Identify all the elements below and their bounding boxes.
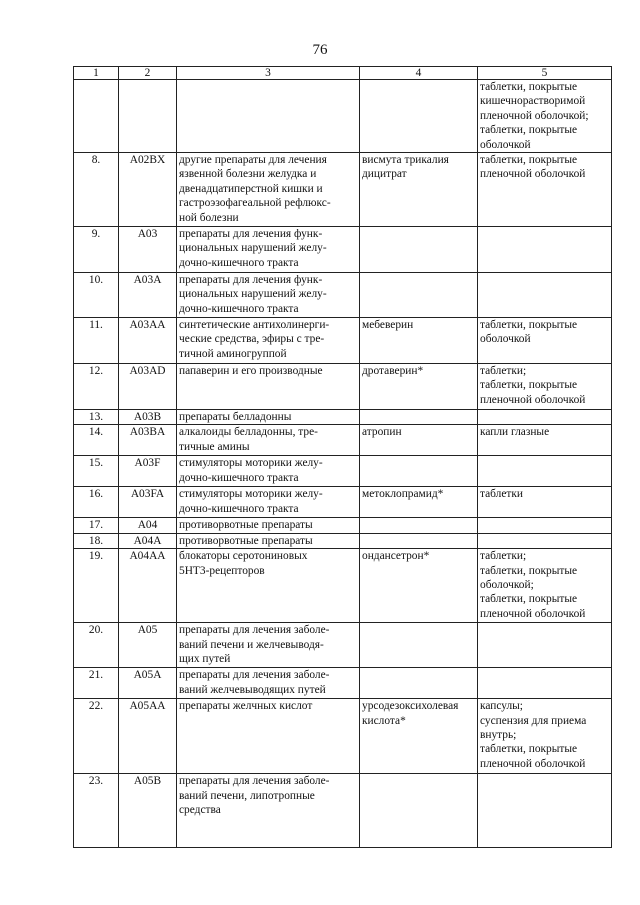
drug-name bbox=[360, 623, 478, 668]
row-number: 18. bbox=[74, 533, 119, 548]
atc-code: A03A bbox=[119, 273, 177, 318]
group-name-line: тичные амины bbox=[179, 440, 250, 453]
drug-name bbox=[360, 153, 478, 227]
drug-name-line: висмута трикалия bbox=[362, 154, 449, 167]
group-name-line: циональных нарушений желу- bbox=[179, 288, 327, 301]
header-row bbox=[74, 67, 612, 80]
atc-code: A03B bbox=[119, 410, 177, 425]
group-name bbox=[177, 318, 360, 364]
dosage-form bbox=[478, 774, 612, 848]
row-number: 23. bbox=[74, 774, 119, 848]
dosage-form-line: оболочкой; bbox=[480, 579, 534, 592]
group-name-line: алкалоиды белладонны, тре- bbox=[179, 426, 318, 439]
group-name bbox=[177, 487, 360, 518]
column-header: 1 bbox=[74, 67, 119, 80]
dosage-form bbox=[478, 456, 612, 487]
atc-code: A03AA bbox=[119, 318, 177, 364]
group-name-line: стимуляторы моторики желу- bbox=[179, 457, 323, 470]
group-name-line: препараты для лечения заболе- bbox=[179, 775, 330, 788]
group-name-line: тичной аминогруппой bbox=[179, 347, 287, 360]
drug-name bbox=[360, 425, 478, 456]
table-row bbox=[74, 227, 612, 273]
group-name-line: противорвотные препараты bbox=[179, 534, 313, 547]
drug-name bbox=[360, 364, 478, 410]
drug-name bbox=[360, 80, 478, 153]
group-name-line: блокаторы серотониновых bbox=[179, 550, 308, 563]
dosage-form bbox=[478, 487, 612, 518]
group-name bbox=[177, 410, 360, 425]
atc-code: A03FA bbox=[119, 487, 177, 518]
group-name-line: дочно-кишечного тракта bbox=[179, 302, 299, 315]
dosage-form bbox=[478, 153, 612, 227]
dosage-form bbox=[478, 699, 612, 774]
drug-name-line: ондансетрон* bbox=[362, 550, 430, 563]
drug-name bbox=[360, 774, 478, 848]
table-row bbox=[74, 153, 612, 227]
dosage-form bbox=[478, 80, 612, 153]
dosage-form bbox=[478, 533, 612, 548]
group-name-line: щих путей bbox=[179, 653, 231, 666]
group-name bbox=[177, 518, 360, 533]
group-name bbox=[177, 549, 360, 623]
group-name-line: противорвотные препараты bbox=[179, 519, 313, 532]
group-name-line: препараты желчных кислот bbox=[179, 700, 313, 713]
group-name-line: другие препараты для лечения bbox=[179, 154, 327, 167]
row-number: 8. bbox=[74, 153, 119, 227]
column-header: 2 bbox=[119, 67, 177, 80]
group-name-line: двенадцатиперстной кишки и bbox=[179, 182, 323, 195]
table-row bbox=[74, 410, 612, 425]
dosage-form-line: таблетки, покрытые bbox=[480, 379, 578, 392]
drug-name bbox=[360, 227, 478, 273]
group-name-line: ной болезни bbox=[179, 211, 239, 224]
atc-code: A05AA bbox=[119, 699, 177, 774]
table-row bbox=[74, 80, 612, 153]
row-number: 22. bbox=[74, 699, 119, 774]
group-name bbox=[177, 80, 360, 153]
atc-code: A03 bbox=[119, 227, 177, 273]
dosage-form-line: таблетки, покрытые bbox=[480, 319, 578, 332]
table-row bbox=[74, 456, 612, 487]
atc-code: A04 bbox=[119, 518, 177, 533]
group-name-line: гастроэзофагеальной рефлюкс- bbox=[179, 197, 331, 210]
table-row bbox=[74, 518, 612, 533]
drug-name bbox=[360, 668, 478, 699]
drug-name-line: атропин bbox=[362, 426, 402, 439]
dosage-form-line: таблетки; bbox=[480, 365, 527, 378]
group-name-line: препараты белладонны bbox=[179, 411, 292, 424]
row-number: 20. bbox=[74, 623, 119, 668]
row-number: 10. bbox=[74, 273, 119, 318]
dosage-form-line: таблетки, покрытые bbox=[480, 564, 578, 577]
dosage-form bbox=[478, 623, 612, 668]
group-name bbox=[177, 153, 360, 227]
group-name bbox=[177, 456, 360, 487]
row-number: 15. bbox=[74, 456, 119, 487]
drug-name-line: кислота* bbox=[362, 714, 406, 727]
dosage-form bbox=[478, 518, 612, 533]
dosage-form bbox=[478, 227, 612, 273]
atc-code: A04AA bbox=[119, 549, 177, 623]
table-row bbox=[74, 425, 612, 456]
dosage-form bbox=[478, 549, 612, 623]
group-name-line: препараты для лечения функ- bbox=[179, 274, 323, 287]
table-body bbox=[74, 80, 612, 848]
row-number: 9. bbox=[74, 227, 119, 273]
drug-name-line: дротаверин* bbox=[362, 365, 424, 378]
dosage-form-line: оболочкой bbox=[480, 333, 531, 346]
drug-name bbox=[360, 549, 478, 623]
dosage-form-line: таблетки; bbox=[480, 550, 527, 563]
group-name-line: ваний желчевыводящих путей bbox=[179, 683, 326, 696]
dosage-form-line: оболочкой bbox=[480, 138, 531, 151]
dosage-form bbox=[478, 364, 612, 410]
row-number: 14. bbox=[74, 425, 119, 456]
drug-name bbox=[360, 487, 478, 518]
dosage-form-line: пленочной оболочкой bbox=[480, 607, 586, 620]
group-name-line: ческие средства, эфиры с тре- bbox=[179, 333, 325, 346]
drug-name bbox=[360, 533, 478, 548]
drug-name bbox=[360, 456, 478, 487]
column-header: 3 bbox=[177, 67, 360, 80]
dosage-form-line: внутрь; bbox=[480, 729, 517, 742]
column-header: 4 bbox=[360, 67, 478, 80]
group-name bbox=[177, 623, 360, 668]
dosage-form-line: кишечнорастворимой bbox=[480, 95, 586, 108]
drug-name bbox=[360, 518, 478, 533]
group-name-line: дочно-кишечного тракта bbox=[179, 471, 299, 484]
dosage-form-line: таблетки bbox=[480, 488, 524, 501]
row-number: 17. bbox=[74, 518, 119, 533]
group-name-line: дочно-кишечного тракта bbox=[179, 256, 299, 269]
drug-name bbox=[360, 410, 478, 425]
row-number: 16. bbox=[74, 487, 119, 518]
table-row bbox=[74, 318, 612, 364]
atc-code: A03BA bbox=[119, 425, 177, 456]
drug-name-line: метоклопрамид* bbox=[362, 488, 444, 501]
table-row bbox=[74, 668, 612, 699]
group-name-line: папаверин и его производные bbox=[179, 365, 323, 378]
group-name-line: циональных нарушений желу- bbox=[179, 242, 327, 255]
group-name bbox=[177, 533, 360, 548]
atc-code: A02BX bbox=[119, 153, 177, 227]
dosage-form-line: таблетки, покрытые bbox=[480, 743, 578, 756]
row-number: 12. bbox=[74, 364, 119, 410]
dosage-form-line: пленочной оболочкой bbox=[480, 757, 586, 770]
drug-name bbox=[360, 318, 478, 364]
dosage-form bbox=[478, 668, 612, 699]
group-name bbox=[177, 425, 360, 456]
dosage-form-line: пленочной оболочкой bbox=[480, 393, 586, 406]
group-name bbox=[177, 364, 360, 410]
atc-code: A05B bbox=[119, 774, 177, 848]
table-row bbox=[74, 533, 612, 548]
atc-code: A05A bbox=[119, 668, 177, 699]
drug-name bbox=[360, 273, 478, 318]
dosage-form-line: пленочной оболочкой; bbox=[480, 109, 589, 122]
table-row bbox=[74, 549, 612, 623]
drug-name-line: мебеверин bbox=[362, 319, 414, 332]
dosage-form-line: капсулы; bbox=[480, 700, 523, 713]
row-number: 11. bbox=[74, 318, 119, 364]
page-number: 76 bbox=[312, 42, 328, 58]
dosage-form-line: таблетки, покрытые bbox=[480, 81, 578, 93]
atc-code: A03AD bbox=[119, 364, 177, 410]
table-row bbox=[74, 273, 612, 318]
group-name-line: препараты для лечения заболе- bbox=[179, 624, 330, 637]
group-name-line: препараты для лечения заболе- bbox=[179, 669, 330, 682]
drug-name-line: дицитрат bbox=[362, 168, 407, 181]
dosage-form-line: таблетки, покрытые bbox=[480, 154, 578, 167]
group-name-line: язвенной болезни желудка и bbox=[179, 168, 317, 181]
atc-code: A04A bbox=[119, 533, 177, 548]
group-name bbox=[177, 774, 360, 848]
group-name-line: ваний печени, липотропные bbox=[179, 789, 315, 802]
atc-code: A05 bbox=[119, 623, 177, 668]
atc-code bbox=[119, 80, 177, 153]
row-number: 13. bbox=[74, 410, 119, 425]
group-name bbox=[177, 699, 360, 774]
table-row bbox=[74, 623, 612, 668]
table-row bbox=[74, 364, 612, 410]
atc-code: A03F bbox=[119, 456, 177, 487]
group-name-line: средства bbox=[179, 804, 221, 817]
dosage-form-line: пленочной оболочкой bbox=[480, 168, 586, 181]
row-number bbox=[74, 80, 119, 153]
group-name-line: стимуляторы моторики желу- bbox=[179, 488, 323, 501]
group-name-line: дочно-кишечного тракта bbox=[179, 502, 299, 515]
group-name bbox=[177, 227, 360, 273]
dosage-form-line: капли глазные bbox=[480, 426, 550, 439]
drug-name bbox=[360, 699, 478, 774]
group-name bbox=[177, 273, 360, 318]
group-name-line: синтетические антихолинерги- bbox=[179, 319, 330, 332]
row-number: 21. bbox=[74, 668, 119, 699]
table-row bbox=[74, 774, 612, 848]
medicines-table bbox=[73, 66, 612, 848]
row-number: 19. bbox=[74, 549, 119, 623]
group-name-line: 5HT3-рецепторов bbox=[179, 564, 265, 577]
group-name-line: ваний печени и желчевыводя- bbox=[179, 638, 324, 651]
column-header: 5 bbox=[478, 67, 612, 80]
group-name-line: препараты для лечения функ- bbox=[179, 228, 323, 241]
table-row bbox=[74, 699, 612, 774]
dosage-form bbox=[478, 318, 612, 364]
drug-name-line: урсодезоксихолевая bbox=[362, 700, 459, 713]
dosage-form-line: таблетки, покрытые bbox=[480, 124, 578, 137]
dosage-form-line: таблетки, покрытые bbox=[480, 593, 578, 606]
group-name bbox=[177, 668, 360, 699]
table-row bbox=[74, 487, 612, 518]
dosage-form bbox=[478, 273, 612, 318]
dosage-form bbox=[478, 410, 612, 425]
dosage-form bbox=[478, 425, 612, 456]
dosage-form-line: суспензия для приема bbox=[480, 714, 587, 727]
